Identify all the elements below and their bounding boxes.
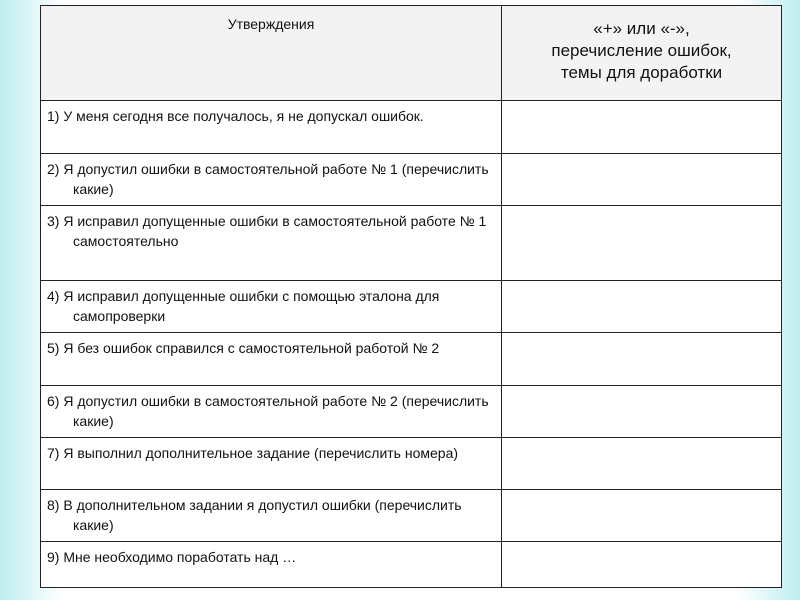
statement-cell (41, 333, 502, 386)
table-row (41, 333, 782, 386)
answer-cell[interactable] (502, 206, 782, 281)
table-row (41, 281, 782, 333)
statement-cell (41, 281, 502, 333)
header-marks (502, 6, 782, 101)
table-row (41, 542, 782, 588)
answer-cell[interactable] (502, 438, 782, 490)
statement-text: 8) В дополнительном задании я допустил ошибки (перечислить какие) (47, 497, 462, 533)
answer-cell[interactable] (502, 281, 782, 333)
statement-cell (41, 206, 502, 281)
header-marks-line-2: перечисление ошибок, (551, 41, 732, 60)
self-assessment-table (40, 5, 782, 588)
header-statements: Утверждения (41, 6, 502, 101)
header-marks-line-3: темы для доработки (560, 63, 723, 82)
statement-cell (41, 438, 502, 490)
self-assessment-table-container (40, 5, 781, 587)
table-row (41, 438, 782, 490)
statement-text: 1) У меня сегодня все получалось, я не допускал ошибок. (47, 108, 424, 124)
header-marks-line-1: «+» или «-», (593, 19, 690, 38)
answer-cell[interactable] (502, 333, 782, 386)
table-row (41, 154, 782, 206)
statement-cell (41, 490, 502, 542)
answer-cell[interactable] (502, 154, 782, 206)
statement-text: 3) Я исправил допущенные ошибки в самостоятельной работе № 1 самостоятельно (47, 213, 487, 249)
table-row (41, 206, 782, 281)
table-row (41, 101, 782, 154)
statement-text: 4) Я исправил допущенные ошибки с помощью эталона для самопроверки (47, 288, 440, 324)
statement-text: 5) Я без ошибок справился с самостоятельной работой № 2 (47, 340, 440, 356)
table-row (41, 490, 782, 542)
answer-cell[interactable] (502, 386, 782, 438)
answer-cell[interactable] (502, 542, 782, 588)
statement-cell (41, 386, 502, 438)
header-row (41, 6, 782, 101)
statement-cell (41, 101, 502, 154)
table-row (41, 386, 782, 438)
statement-cell (41, 542, 502, 588)
answer-cell[interactable] (502, 101, 782, 154)
statement-cell (41, 154, 502, 206)
statement-text: 7) Я выполнил дополнительное задание (перечислить номера) (47, 445, 459, 461)
statement-text: 2) Я допустил ошибки в самостоятельной работе № 1 (перечислить какие) (47, 161, 489, 197)
statement-text: 9) Мне необходимо поработать над … (47, 549, 297, 565)
answer-cell[interactable] (502, 490, 782, 542)
statement-text: 6) Я допустил ошибки в самостоятельной работе № 2 (перечислить какие) (47, 393, 489, 429)
